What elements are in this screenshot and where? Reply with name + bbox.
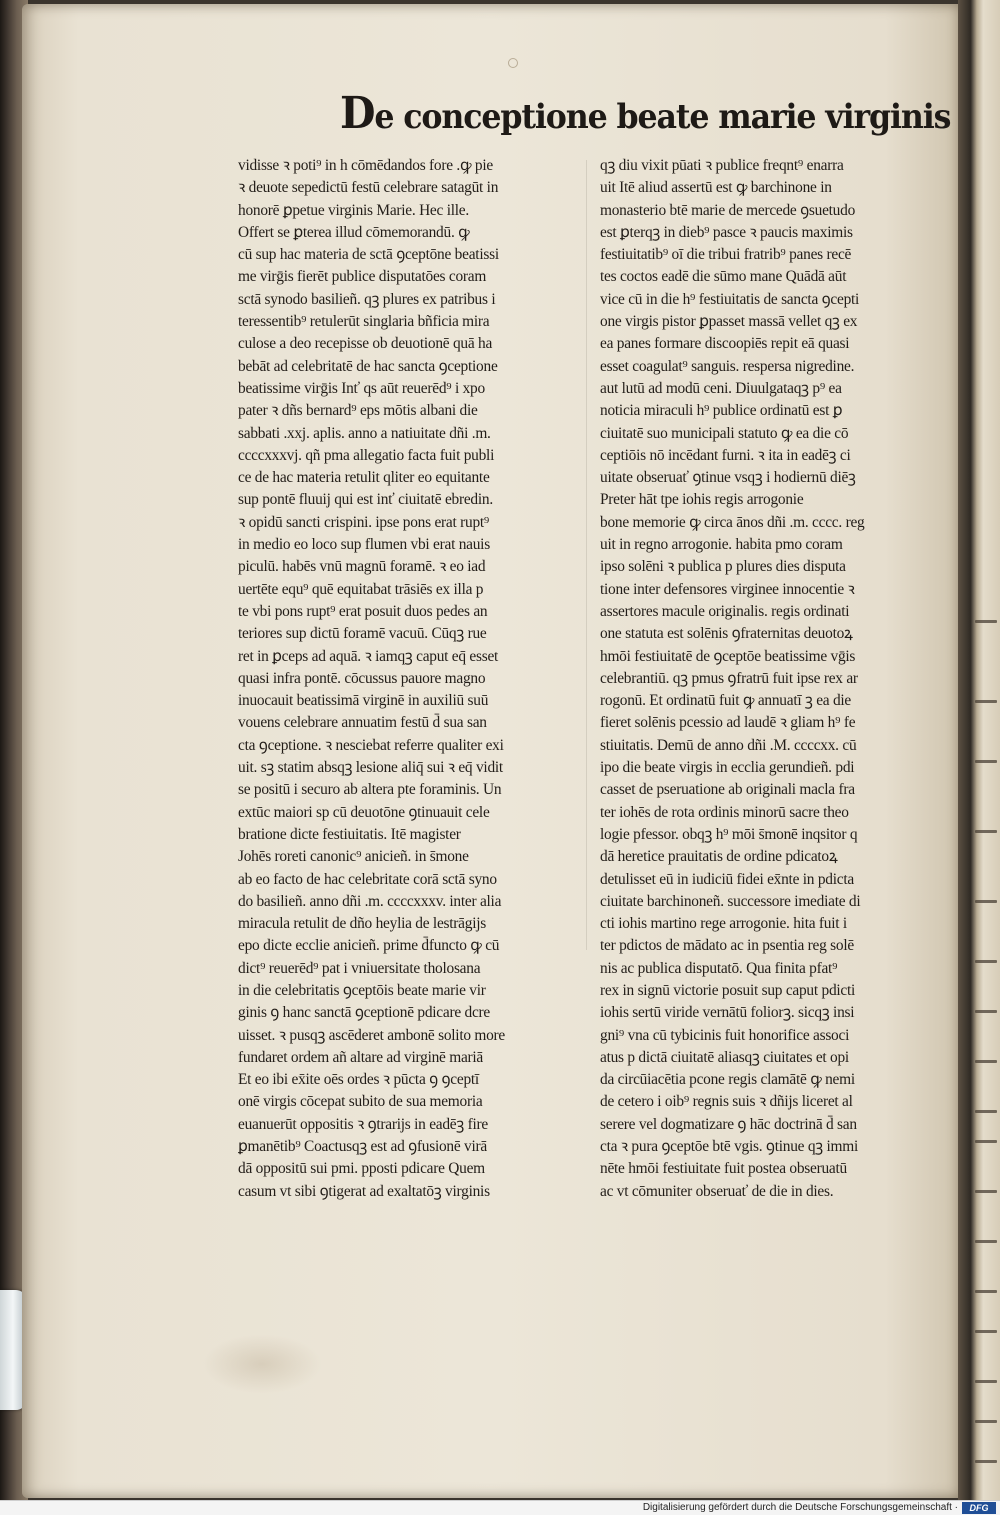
text-line: dā heretice prauitatis de ordine pdicatoꝝ xyxy=(600,848,838,866)
text-line: logie pfessor. obqꝫ h⁹ mōi s̄monē inqsitor q xyxy=(600,825,858,843)
bleed-mark xyxy=(975,1380,997,1383)
running-title xyxy=(340,88,951,139)
bleed-mark xyxy=(975,1190,997,1193)
text-line: ccccxxxvj. qñ pma allegatio facta fuit publi xyxy=(238,446,495,464)
digitization-footer xyxy=(0,1500,1000,1515)
text-line: culose a deo recepisse ob deuotionē quā ha xyxy=(238,335,493,353)
text-line: assertores macule originalis. regis ordinati xyxy=(600,602,850,620)
text-line: dā oppositū sui pmi. pposti pdicare Quem xyxy=(238,1160,485,1178)
left-text-column xyxy=(238,155,572,1203)
text-line: quasi infra pontē. cōcussus pauore magno xyxy=(238,669,486,687)
text-line: one statuta est solēnis ꝯfraternitas deuotoꝝ xyxy=(600,625,853,643)
text-line: ciuitatē suo municipali statuto ꝙ ea die cō xyxy=(600,424,849,442)
text-line: ꝛ deuote sepedictū festū celebrare satagūt in xyxy=(238,179,499,197)
text-line: tes coctos eadē die sūmo mane Quādā aūt xyxy=(600,268,847,286)
text-line: casset de pseruatione ab originali macla fra xyxy=(600,781,855,799)
right-book-edge xyxy=(958,0,1000,1500)
text-line: ceptiōis nō incēdant furni. ꝛ ita in eadēꝫ ci xyxy=(600,446,851,464)
text-line: vice cū in die h⁹ festiuitatis de sancta ꝯcepti xyxy=(600,290,860,308)
text-line: cta ꝯceptione. ꝛ nesciebat referre qualiter exi xyxy=(238,736,504,754)
text-line: Et eo ibi ex̄ite oēs ordes ꝛ pūcta ꝯ ꝯceptī xyxy=(238,1071,479,1089)
text-line: gni⁹ vna cū tybicinis fuit honorifice associ xyxy=(600,1026,850,1044)
text-line: miracula retulit de dño heylia de lestrāgijs xyxy=(238,915,486,933)
text-line: uertēte equ⁹ quē equitabat trāsiēs ex illa p xyxy=(238,580,484,598)
text-line: ginis ꝯ hanc sanctā ꝯceptionē pdicare dcre xyxy=(238,1004,490,1022)
text-line: ter pdictos de mādato ac in psentia reg solē xyxy=(600,937,854,955)
text-line: nis ac publica disputatō. Qua finita pfat⁹ xyxy=(600,959,838,977)
text-line: hmōi festiuitatē de ꝯceptōe beatissime vḡis xyxy=(600,647,856,665)
text-line: sctā synodo basilieñ. qꝫ plures ex patribus i xyxy=(238,290,496,308)
footer-credit: Digitalisierung gefördert durch die Deutsche Forschungsgemeinschaft · xyxy=(642,1502,958,1513)
bleed-mark xyxy=(975,700,997,703)
text-line: fieret solēnis pcessio ad laudē ꝛ gliam h⁹ fe xyxy=(600,714,856,732)
text-line: te vbi pons rupt⁹ erat posuit duos pedes an xyxy=(238,602,488,620)
text-line: in die celebritatis ꝯceptōis beate marie vir xyxy=(238,981,486,999)
text-line: beatissime virḡis Inť qs aūt reuerēd⁹ i xpo xyxy=(238,379,485,397)
text-line: monasterio btē marie de mercede ꝯsuetudo xyxy=(600,201,856,219)
bleed-mark xyxy=(975,1060,997,1063)
running-title-text: e conceptione beate marie virginis xyxy=(374,97,951,137)
text-line: vouens celebrare annuatim festū d̄ sua san xyxy=(238,714,487,732)
text-line: pater ꝛ dñs bernard⁹ eps mōtis albani die xyxy=(238,402,478,420)
text-line: nēte hmōi festiuitate fuit postea obseruatū xyxy=(600,1160,847,1178)
text-line: epo dicte ecclie anicieñ. prime d̄functo ꝙ cū xyxy=(238,937,500,955)
text-line: casum vt sibi ꝯtigerat ad exaltatōꝫ virginis xyxy=(238,1182,490,1200)
text-line: bratione dicte festiuitatis. Itē magister xyxy=(238,825,461,843)
text-line: iohis sertū viride vernātū foliorꝫ. sicqꝫ insi xyxy=(600,1004,855,1022)
text-line: celebrantiū. qꝫ pmus ꝯfratrū fuit ipse rex ar xyxy=(600,669,858,687)
text-line: uit Itē aliud assertū est ꝙ barchinone in xyxy=(600,179,832,197)
text-line: ipso solēni ꝛ publica p plures dies disputa xyxy=(600,558,846,576)
bleed-mark xyxy=(975,1420,997,1423)
bleed-mark xyxy=(975,1460,997,1463)
text-line: uitate obseruať ꝯtinue vsqꝫ i hodiernū diēꝫ xyxy=(600,469,856,487)
text-line: sabbati .xxj. aplis. anno a natiuitate dñi .m. xyxy=(238,424,491,442)
text-line: festiuitatib⁹ oī die tribui fratrib⁹ panes recē xyxy=(600,246,852,264)
text-line: cti iohis martino rege arrogonie. hita fuit i xyxy=(600,915,847,933)
text-line: uisset. ꝛ pusqꝫ ascēderet ambonē solito more xyxy=(238,1026,506,1044)
text-line: cta ꝛ pura ꝯceptōe btē vgis. ꝯtinue qꝫ immi xyxy=(600,1138,858,1156)
bleed-mark xyxy=(975,620,997,623)
text-line: Offert se ꝑterea illud cōmemorandū. ꝙ xyxy=(238,223,470,241)
text-line: do basilieñ. anno dñi .m. ccccxxxv. inter alia xyxy=(238,892,502,910)
text-line: cū sup hac materia de sctā ꝯceptōne beatissi xyxy=(238,246,499,264)
text-line: ꝛ opidū sancti crispini. ipse pons erat rupt⁹ xyxy=(238,513,490,531)
text-line: da circūiacētia pcone regis clamātē ꝙ nemi xyxy=(600,1071,855,1089)
text-line: Johēs roreti canonic⁹ anicieñ. in s̄mone xyxy=(238,848,469,866)
text-line: one virgis pistor ꝑpasset massā vellet qꝫ ex xyxy=(600,313,858,331)
text-line: rogonū. Et ordinatū fuit ꝙ annuatī ꝫ ea die xyxy=(600,692,852,710)
text-line: fundaret ordem añ altare ad virginē mariā xyxy=(238,1048,484,1066)
right-text-column xyxy=(600,155,905,1203)
text-line: aut lutū ad modū ceni. Diuulgataqꝫ p⁹ ea xyxy=(600,379,842,397)
text-line: est ꝑterqꝫ in dieb⁹ pasce ꝛ paucis maximis xyxy=(600,223,853,241)
text-line: uit. sꝫ statim absqꝫ lesione aliq̄ sui ꝛ eq̄ vidit xyxy=(238,759,503,777)
text-line: Preter hāt tpe iohis regis arrogonie xyxy=(600,491,804,509)
text-line: ciuitate barchinoneñ. successore imediate di xyxy=(600,892,861,910)
text-line: inuocauit beatissimā virginē in auxiliū suū xyxy=(238,692,489,710)
text-line: se positū i securo ab altera pte foraminis. Un xyxy=(238,781,502,799)
text-line: dict⁹ reuerēd⁹ pat i vniuersitate tholosana xyxy=(238,959,481,977)
text-line: extūc maiori sp cū deuotōne ꝯtinuauit cele xyxy=(238,803,490,821)
bleed-mark xyxy=(975,1140,997,1143)
text-line: onē virgis cōcepat subito de sua memoria xyxy=(238,1093,483,1111)
text-line: bebāt ad celebritatē de hac sancta ꝯceptione xyxy=(238,357,498,375)
text-line: esset coagulat⁹ sanguis. respersa nigredine. xyxy=(600,357,855,375)
text-line: atus p dictā ciuitatē aliasqꝫ ciuitates et opi xyxy=(600,1048,849,1066)
bleed-mark xyxy=(975,1240,997,1243)
text-line: qꝫ diu vixit pūati ꝛ publice freqnt⁹ enarra xyxy=(600,157,844,174)
text-line: vidisse ꝛ poti⁹ in h cōmēdandos fore .ꝙ pie xyxy=(238,157,493,174)
text-line: honorē ꝑpetue virginis Marie. Hec ille. xyxy=(238,201,469,219)
bleed-mark xyxy=(975,830,997,833)
text-line: sup pontē fluuij qui est inť ciuitatē ebredin. xyxy=(238,491,493,509)
bleed-mark xyxy=(975,900,997,903)
text-line: stiuitatis. Demū de anno dñi .M. ccccxx. cū xyxy=(600,736,857,754)
column-gutter xyxy=(586,160,587,950)
text-line: me virḡis fierēt publice disputatōes coram xyxy=(238,268,487,286)
bleed-mark xyxy=(975,760,997,763)
text-line: ꝑmanētib⁹ Coactusqꝫ est ad ꝯfusionē virā xyxy=(238,1138,487,1156)
bleed-mark xyxy=(975,960,997,963)
text-line: euanuerūt oppositis ꝛ ꝯtrarijs in eadēꝫ fire xyxy=(238,1115,488,1133)
text-line: ret in ꝑceps ad aquā. ꝛ iamqꝫ caput eq̄ esset xyxy=(238,647,499,665)
dfg-logo: DFG xyxy=(962,1502,996,1514)
running-title-initial: D xyxy=(340,88,375,139)
text-line: detulisset eū in iudiciū fidei ex̄nte in pdicta xyxy=(600,870,854,888)
text-line: bone memorie ꝙ circa ānos dñi .m. cccc. reg xyxy=(600,513,865,531)
text-line: tione inter defensores virginee innocentie ꝛ xyxy=(600,580,855,598)
text-line: teriores sup dictū foramē vacuū. Cūqꝫ rue xyxy=(238,625,487,643)
text-line: serere vel dogmatizare ꝯ hāc doctrinā d̄ san xyxy=(600,1115,857,1133)
paper-stain xyxy=(202,1334,322,1394)
text-line: ter iohēs de rota ordinis minorū sacre theo xyxy=(600,803,849,821)
text-line: in medio eo loco sup flumen vbi erat nauis xyxy=(238,536,490,554)
bleed-mark xyxy=(975,1290,997,1293)
text-line: de cetero i oib⁹ regnis suis ꝛ dñijs liceret al xyxy=(600,1093,853,1111)
text-line: noticia miraculi h⁹ publice ordinatū est ꝑ xyxy=(600,402,843,420)
text-line: teressentib⁹ retulerūt singlaria bñficia mira xyxy=(238,313,490,331)
text-line: ea panes formare discoopiēs repit eā quasi xyxy=(600,335,850,353)
bleed-mark xyxy=(975,1010,997,1013)
text-line: ac vt cōmuniter obseruať de die in dies. xyxy=(600,1182,834,1200)
paper-hole xyxy=(508,58,518,68)
bleed-mark xyxy=(975,1330,997,1333)
text-line: ipo die beate virgis in ecclia gerundieñ. pdi xyxy=(600,759,855,777)
text-line: rex in signū victorie posuit sup caput pdicti xyxy=(600,981,856,999)
text-line: uit in regno arrogonie. habita pmo coram xyxy=(600,536,843,554)
text-line: ce de hac materia retulit qliter eo equitante xyxy=(238,469,490,487)
text-line: ab eo facto de hac celebritate corā sctā syno xyxy=(238,870,497,888)
text-line: piculū. habēs vnū magnū foramē. ꝛ eo iad xyxy=(238,558,486,576)
bleed-mark xyxy=(975,1110,997,1113)
